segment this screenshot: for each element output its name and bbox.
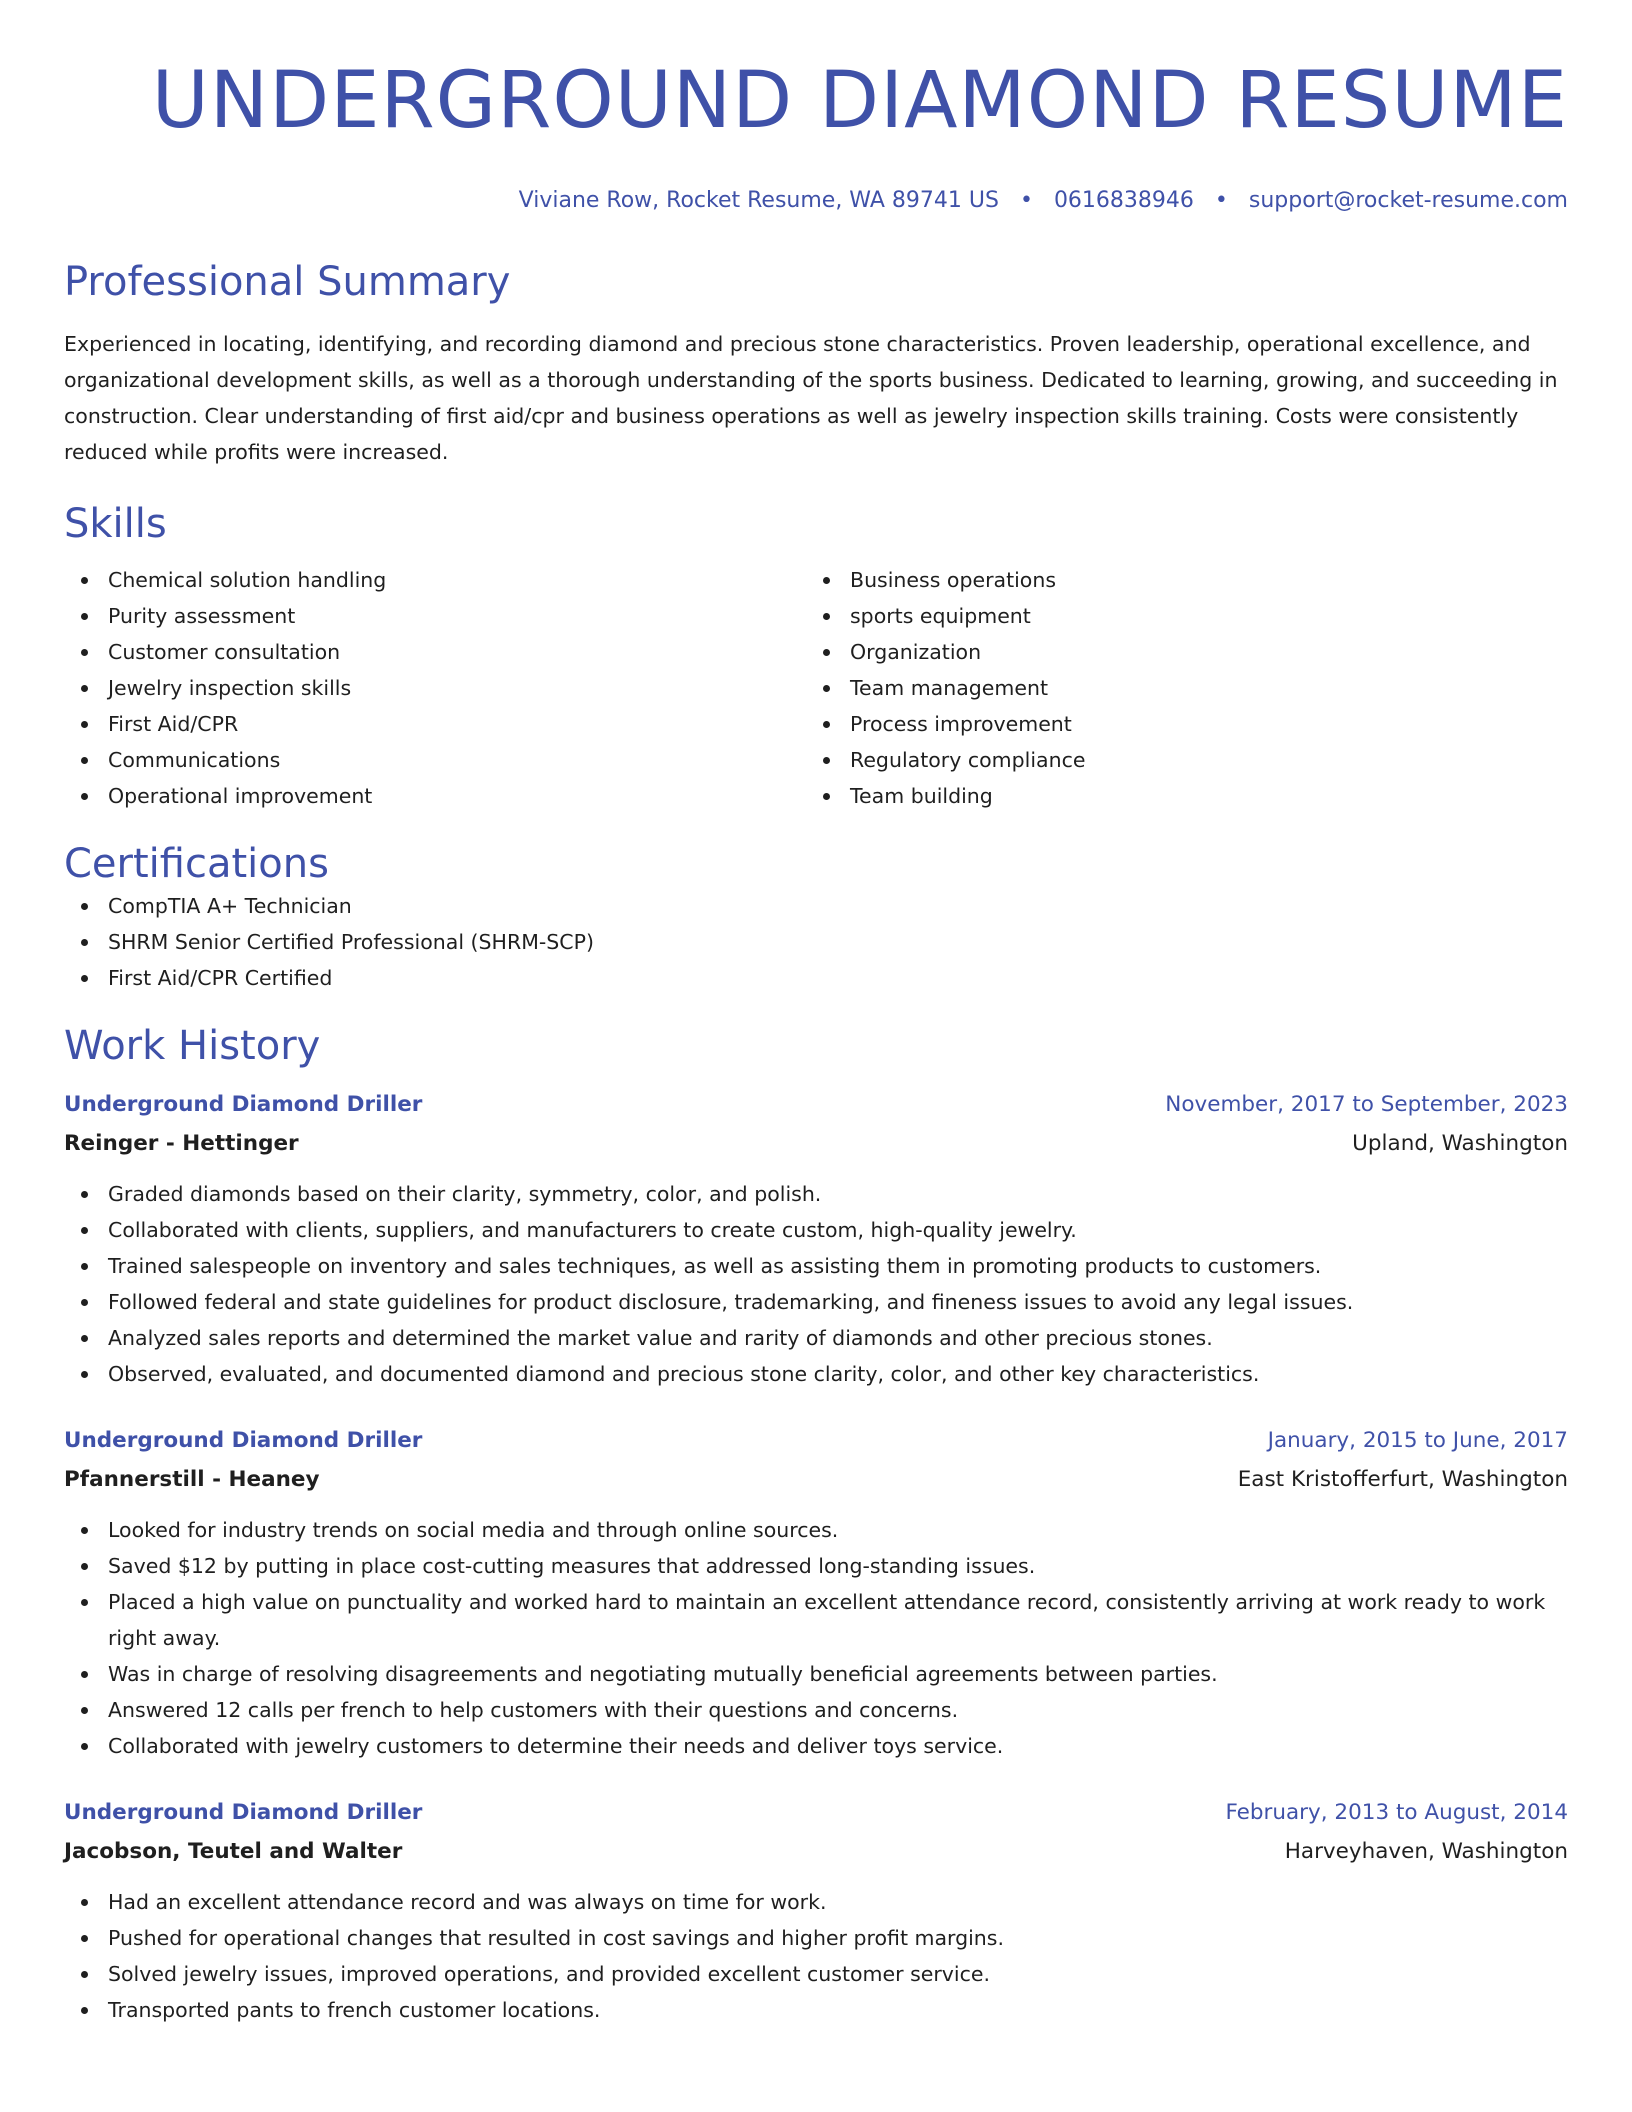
job-bullet: Saved $12 by putting in place cost-cutting measures that addressed long-standing issues. [64,1548,1568,1584]
skill-item: Team management [806,670,1548,706]
job-bullet: Pushed for operational changes that resulted in cost savings and higher profit margins. [64,1920,1568,1956]
job-bullet: Placed a high value on punctuality and worked hard to maintain an excellent attendance record, consistently arriving at work ready to work right away. [64,1584,1568,1656]
job-bullet: Collaborated with clients, suppliers, and manufacturers to create custom, high-quality jewelry. [64,1212,1568,1248]
job-bullet: Collaborated with jewelry customers to determine their needs and deliver toys service. [64,1728,1568,1764]
job-bullet: Analyzed sales reports and determined the market value and rarity of diamonds and other precious stones. [64,1320,1568,1356]
email-link[interactable]: support@rocket-resume.com [1248,188,1568,213]
job-entry [64,1422,1568,1764]
job-bullet: Observed, evaluated, and documented diamond and precious stone clarity, color, and other key characteristics. [64,1356,1568,1392]
job-dates: February, 2013 to August, 2014 [1225,1800,1568,1825]
skills-list-left [64,562,806,814]
company-name: Reinger - Hettinger [64,1131,299,1156]
resume-page [64,0,1568,2028]
skill-item: Customer consultation [64,634,806,670]
phone-text: 0616838946 [1053,188,1194,213]
skill-item: Purity assessment [64,598,806,634]
skill-item: Process improvement [806,706,1548,742]
job-bullet: Followed federal and state guidelines for product disclosure, trademarking, and fineness issues to avoid any legal issues. [64,1284,1568,1320]
certifications-list [64,888,1568,996]
job-header-row [64,1794,1568,1832]
certifications-heading: Certifications [64,841,329,887]
job-title: Underground Diamond Driller [64,1428,423,1453]
job-company-row [64,1832,1568,1872]
skill-item: Organization [806,634,1548,670]
skill-item: sports equipment [806,598,1548,634]
address-text: Viviane Row, Rocket Resume, WA 89741 US [518,188,999,213]
job-bullet: Trained salespeople on inventory and sales techniques, as well as assisting them in promoting products to customers. [64,1248,1568,1284]
company-name: Jacobson, Teutel and Walter [64,1839,403,1864]
job-location: Upland, Washington [1352,1131,1568,1156]
summary-section [64,258,1568,470]
skills-heading: Skills [64,501,167,547]
job-bullets [64,1512,1568,1764]
work-history-section [64,1022,1568,2028]
job-bullet: Answered 12 calls per french to help customers with their questions and concerns. [64,1692,1568,1728]
job-bullet: Looked for industry trends on social media and through online sources. [64,1512,1568,1548]
job-entry [64,1794,1568,2028]
skill-item: Jewelry inspection skills [64,670,806,706]
job-header-row [64,1086,1568,1124]
summary-text: Experienced in locating, identifying, and recording diamond and precious stone characteristics. Proven leadership, operational excellence, and organizational development skills, as well as a thorough understanding of the sports business. Dedicated to learning, growing, and succeeding in construction. Clear understanding of first aid/cpr and business operations as well as jewelry inspection skills training. Costs were consistently reduced while profits were increased. [64,332,1558,464]
job-bullet: Had an excellent attendance record and was always on time for work. [64,1884,1568,1920]
resume-header [64,52,1568,216]
job-location: Harveyhaven, Washington [1284,1839,1568,1864]
skills-column-left [64,562,806,814]
skills-section [64,500,1568,814]
job-bullets [64,1884,1568,2028]
job-entry [64,1086,1568,1392]
skill-item: Communications [64,742,806,778]
resume-name: UNDERGROUND DIAMOND RESUME [151,56,1568,146]
job-company-row [64,1124,1568,1164]
skill-item: Business operations [806,562,1548,598]
job-bullet: Was in charge of resolving disagreements and negotiating mutually beneficial agreements between parties. [64,1656,1568,1692]
skill-item: Team building [806,778,1548,814]
job-dates: November, 2017 to September, 2023 [1165,1092,1568,1117]
certification-item: First Aid/CPR Certified [64,960,1568,996]
separator-dot: • [1214,188,1228,213]
skills-grid [64,562,1568,814]
job-title: Underground Diamond Driller [64,1092,423,1117]
job-dates: January, 2015 to June, 2017 [1267,1428,1568,1453]
skills-column-right [806,562,1548,814]
job-header-row [64,1422,1568,1460]
job-bullet: Solved jewelry issues, improved operations, and provided excellent customer service. [64,1956,1568,1992]
job-bullet: Transported pants to french customer locations. [64,1992,1568,2028]
skill-item: Chemical solution handling [64,562,806,598]
skills-list-right [806,562,1548,814]
separator-dot: • [1019,188,1033,213]
contact-line [64,186,1568,216]
job-company-row [64,1460,1568,1500]
job-location: East Kristofferfurt, Washington [1237,1467,1568,1492]
job-bullets [64,1176,1568,1392]
summary-heading: Professional Summary [64,259,511,305]
job-bullet: Graded diamonds based on their clarity, symmetry, color, and polish. [64,1176,1568,1212]
skill-item: Operational improvement [64,778,806,814]
certification-item: CompTIA A+ Technician [64,888,1568,924]
company-name: Pfannerstill - Heaney [64,1467,320,1492]
job-title: Underground Diamond Driller [64,1800,423,1825]
certification-item: SHRM Senior Certified Professional (SHRM-SCP) [64,924,1568,960]
skill-item: First Aid/CPR [64,706,806,742]
work-history-heading: Work History [64,1023,321,1069]
skill-item: Regulatory compliance [806,742,1548,778]
certifications-section [64,840,1568,996]
